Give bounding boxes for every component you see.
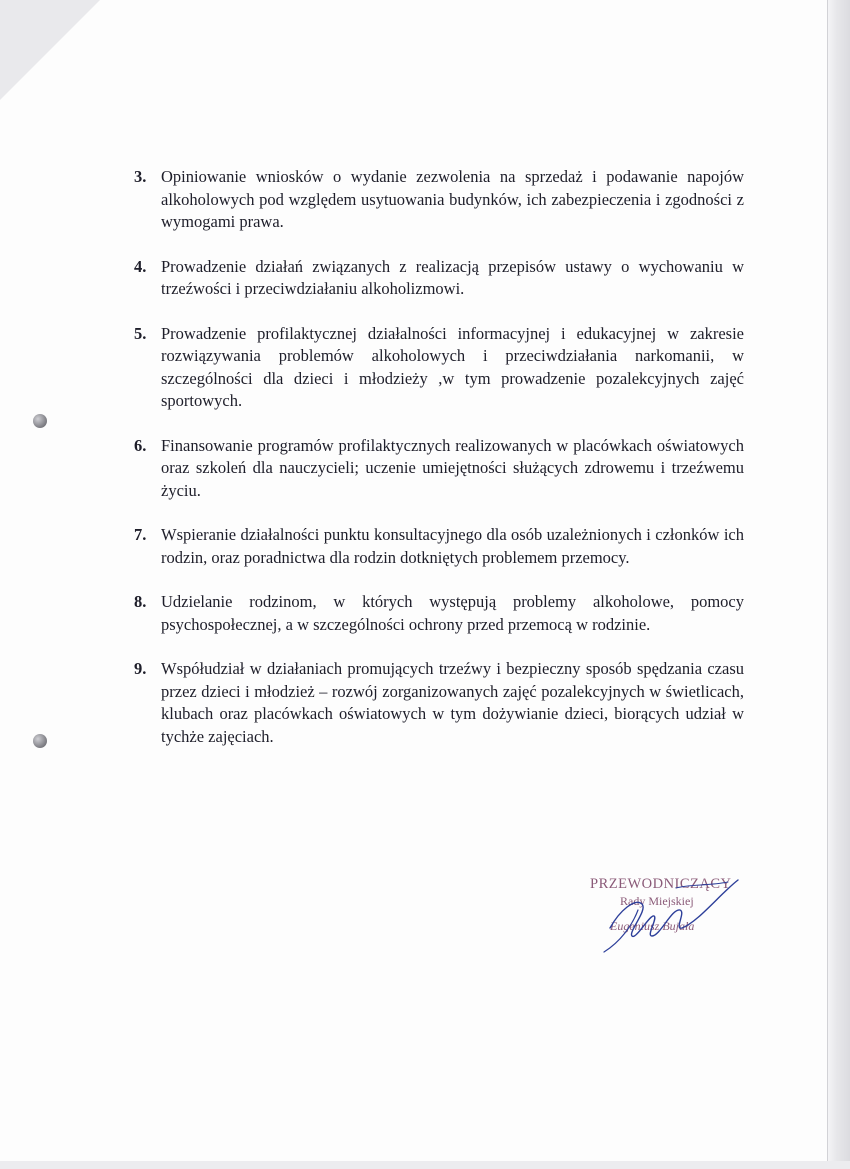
- list-item: [134, 166, 744, 234]
- list-item: [134, 435, 744, 503]
- item-number: 5.: [134, 323, 147, 343]
- item-number: 6.: [134, 435, 147, 455]
- folded-corner: [0, 0, 100, 100]
- signature-stamp: [580, 870, 750, 960]
- stamp-title: PRZEWODNICZĄCY: [590, 876, 732, 892]
- item-text: Współudział w działaniach promujących trzeźwy i bezpieczny sposób spędzania czasu przez dzieci i młodzież – rozwój zorganizowanych zajęć pozalekcyjnych w świetlicach, klubach oraz placówkach oświatowych w tym dożywianie dzieci, biorących udział w tychże zajęciach.: [161, 659, 744, 746]
- punch-hole-icon: [33, 734, 47, 748]
- handwritten-signature-icon: [580, 870, 750, 960]
- punch-hole-icon: [33, 414, 47, 428]
- stamp-name: Eugeniusz Bujała: [610, 919, 695, 933]
- item-text: Finansowanie programów profilaktycznych realizowanych w placówkach oświatowych oraz szkoleń dla nauczycieli; uczenie umiejętności służących zdrowemu i trzeźwemu życiu.: [161, 435, 744, 500]
- item-number: 3.: [134, 167, 147, 186]
- item-text: Prowadzenie działań związanych z realizacją przepisów ustawy o wychowaniu w trzeźwości i przeciwdziałaniu alkoholizmowi.: [161, 256, 744, 298]
- item-text: Prowadzenie profilaktycznej działalności informacyjnej i edukacyjnej w zakresie rozwiązywania problemów alkoholowych i przeciwdziałania narkomanii, w szczególności dla dzieci i młodzieży ,w tym prowadzenie pozalekcyjnych zajęć sportowych.: [161, 323, 744, 410]
- list-item: [134, 658, 744, 748]
- list-item: [134, 524, 744, 569]
- list-item: [134, 591, 744, 636]
- item-text: Wspieranie działalności punktu konsultacyjnego dla osób uzależnionych i członków ich rodzin, oraz poradnictwa dla rodzin dotkniętych problemem przemocy.: [161, 525, 744, 567]
- task-list: [134, 166, 744, 770]
- list-item: [134, 323, 744, 413]
- item-text: Opiniowanie wniosków o wydanie zezwolenia na sprzedaż i podawanie napojów alkoholowych pod względem usytuowania budynków, ich zabezpieczenia i zgodności z wymogami prawa.: [161, 167, 744, 231]
- item-number: 9.: [134, 659, 147, 678]
- page-bottom-edge: [0, 1161, 850, 1169]
- stamp-subtitle: Rady Miejskiej: [620, 894, 694, 908]
- item-number: 4.: [134, 256, 147, 276]
- item-number: 7.: [134, 525, 147, 544]
- item-number: 8.: [134, 592, 147, 611]
- item-text: Udzielanie rodzinom, w których występują problemy alkoholowe, pomocy psychospołecznej, a w szczególności ochrony przed przemocą w rodzinie.: [161, 592, 744, 634]
- page-edge-shadow: [827, 0, 850, 1169]
- list-item: [134, 256, 744, 301]
